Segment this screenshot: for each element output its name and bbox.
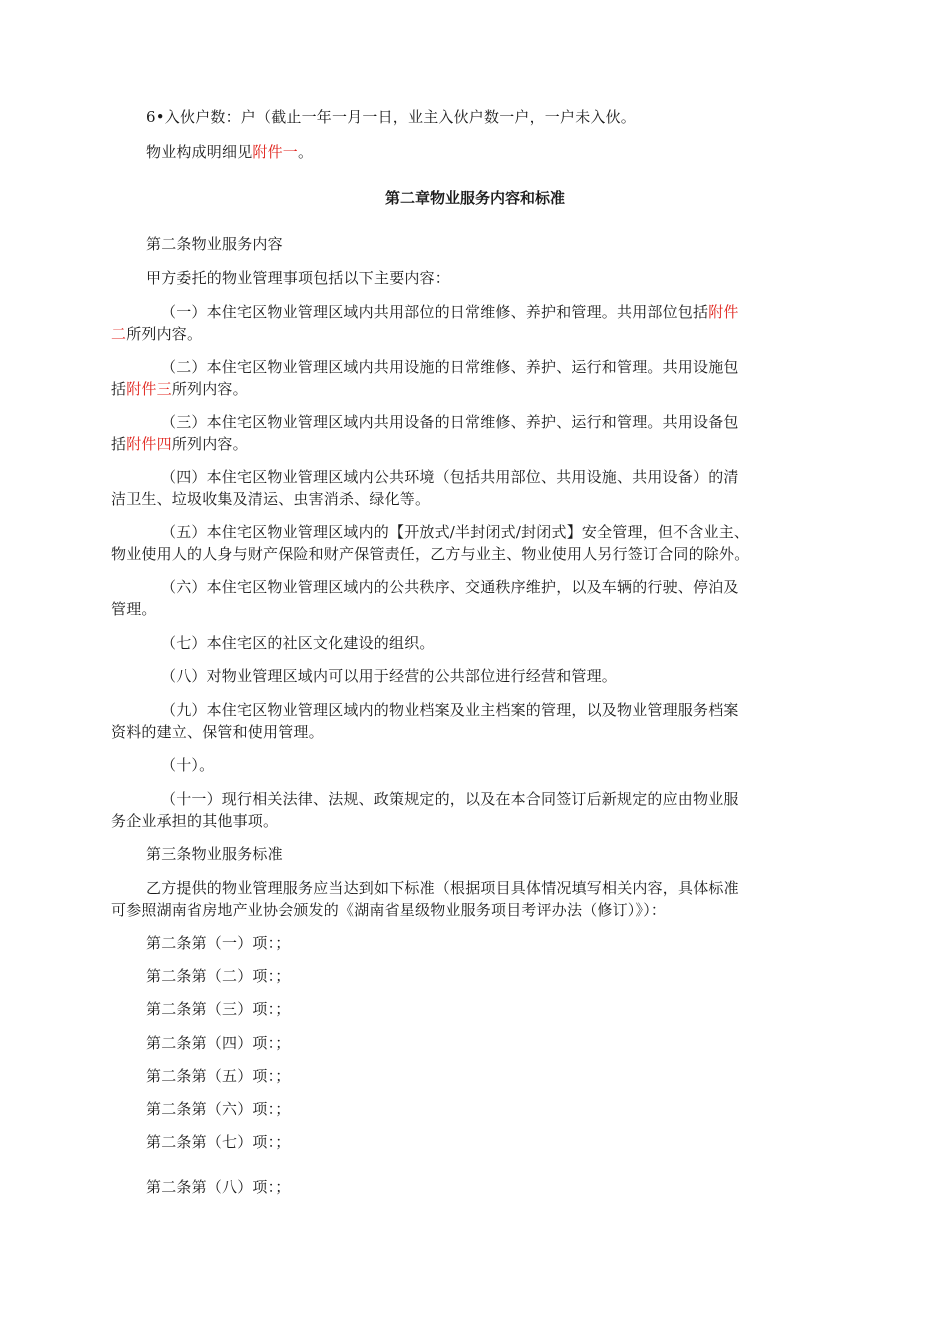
item-text: 括	[111, 435, 127, 453]
item-line: 物业使用人的人身与财产保险和财产保管责任，乙方与业主、物业使用人另行签订合同的除外。	[111, 545, 750, 563]
chapter-heading: 第二章物业服务内容和标准	[384, 189, 565, 207]
item-line: （十）。	[161, 756, 215, 774]
item-line: （六）本住宅区物业管理区域内的公共秩序、交通秩序维护，以及车辆的行驶、停泊及	[161, 578, 739, 596]
attachment-link[interactable]: 附件	[708, 303, 739, 321]
item-line: （四）本住宅区物业管理区域内公共环境（包括共用部位、共用设施、共用设备）的清	[161, 468, 739, 486]
households-paragraph: 6•入伙户数：户（截止一年一月一日，业主入伙户数一户，一户未入伙。	[146, 108, 636, 126]
standard-item: 第二条第（五）项：；	[146, 1067, 291, 1085]
item-text: 所列内容。	[171, 380, 248, 398]
standard-item: 第二条第（一）项：；	[146, 934, 291, 952]
item-line: （八）对物业管理区域内可以用于经营的公共部位进行经营和管理。	[161, 667, 618, 685]
item-line: 资料的建立、保管和使用管理。	[111, 723, 324, 741]
attachment-link[interactable]: 附件四	[126, 435, 172, 453]
item-line	[111, 433, 248, 455]
item-line: （五）本住宅区物业管理区域内的【开放式/半封闭式/封闭式】安全管理，但不含业主、	[161, 523, 750, 541]
item-line	[111, 378, 248, 400]
item-line: 洁卫生、垃圾收集及清运、虫害消杀、绿化等。	[111, 490, 431, 508]
paragraph-text: 物业构成明细见	[146, 143, 253, 161]
item-line: （七）本住宅区的社区文化建设的组织。	[161, 634, 435, 652]
item-line: （三）本住宅区物业管理区域内共用设备的日常维修、养护、运行和管理。共用设备包	[161, 413, 739, 431]
item-text: 所列内容。	[171, 435, 248, 453]
property-composition-paragraph	[146, 141, 313, 163]
attachment-link[interactable]: 二	[111, 325, 127, 343]
item-line: （十一）现行相关法律、法规、政策规定的，以及在本合同签订后新规定的应由物业服	[161, 790, 739, 808]
item-text: 括	[111, 380, 127, 398]
standard-item: 第二条第（八）项：；	[146, 1178, 291, 1196]
standard-item: 第二条第（六）项：；	[146, 1100, 291, 1118]
standard-item: 第二条第（七）项：；	[146, 1133, 291, 1151]
standard-item: 第二条第（四）项：；	[146, 1034, 291, 1052]
paragraph-end: 。	[298, 143, 314, 161]
item-line	[161, 301, 739, 323]
article-title: 第三条物业服务标准	[146, 845, 283, 863]
item-text: （一）本住宅区物业管理区域内共用部位的日常维修、养护和管理。共用部位包括	[161, 303, 709, 321]
article-intro: 可参照湖南省房地产业协会颁发的《湖南省星级物业服务项目考评办法（修订）》）：	[111, 901, 667, 919]
attachment-link[interactable]: 附件三	[126, 380, 172, 398]
standard-item: 第二条第（三）项：；	[146, 1000, 291, 1018]
article-intro: 甲方委托的物业管理事项包括以下主要内容：	[146, 269, 451, 287]
item-line: （九）本住宅区物业管理区域内的物业档案及业主档案的管理，以及物业管理服务档案	[161, 701, 739, 719]
item-line: 管理。	[111, 600, 157, 618]
article-intro: 乙方提供的物业管理服务应当达到如下标准（根据项目具体情况填写相关内容，具体标准	[146, 879, 739, 897]
article-title: 第二条物业服务内容	[146, 235, 283, 253]
item-text: 所列内容。	[126, 325, 203, 343]
standard-item: 第二条第（二）项：；	[146, 967, 291, 985]
attachment-link[interactable]: 附件一	[252, 143, 299, 161]
item-line: 务企业承担的其他事项。	[111, 812, 279, 830]
item-line: （二）本住宅区物业管理区域内共用设施的日常维修、养护、运行和管理。共用设施包	[161, 358, 739, 376]
item-line	[111, 323, 202, 345]
